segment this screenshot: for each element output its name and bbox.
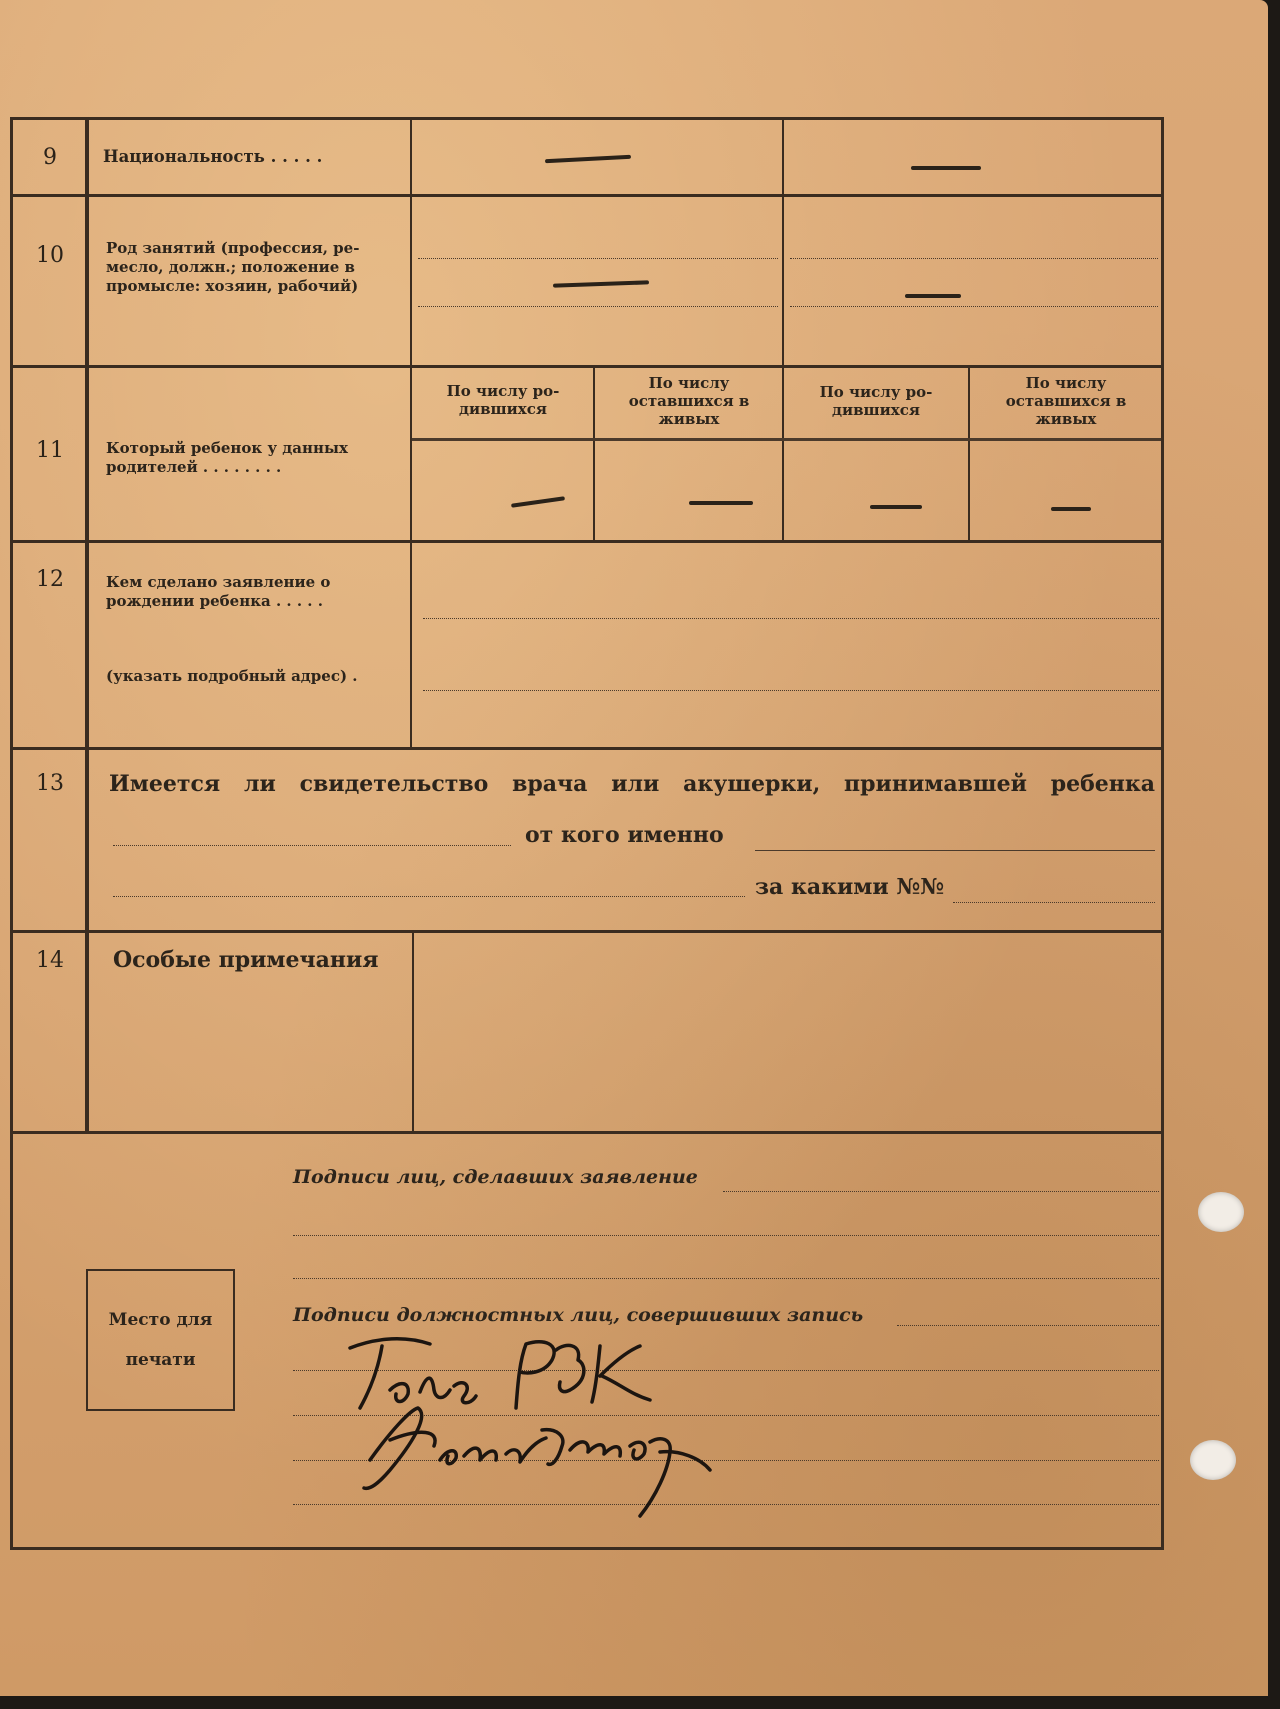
punch-hole bbox=[1190, 1440, 1236, 1480]
empty-value-dash bbox=[545, 155, 631, 163]
nationality-label: Национальность . . . . . bbox=[103, 147, 323, 166]
empty-value-dash bbox=[553, 280, 649, 287]
handwritten-signature bbox=[330, 1320, 730, 1530]
address-label: (указать подробный адрес) . bbox=[106, 667, 358, 685]
child-order-label: Который ребенок у данных родителей . . . . . . . . bbox=[106, 439, 348, 476]
col-head-born-1: По числу ро- дившихся bbox=[446, 382, 560, 418]
empty-value-dash bbox=[905, 294, 961, 298]
empty-value-dash bbox=[911, 166, 981, 170]
col-head-alive-2: По числу оставшихся в живых bbox=[1005, 374, 1127, 428]
stamp-place-label-line2: печати bbox=[125, 1350, 196, 1370]
row-number-12: 12 bbox=[36, 567, 64, 592]
numbers-label: за какими №№ bbox=[755, 874, 945, 900]
empty-value-dash bbox=[1051, 507, 1091, 511]
stamp-place-box bbox=[86, 1269, 235, 1411]
special-notes-label: Особые примечания bbox=[113, 947, 379, 973]
applicants-signature-label: Подписи лиц, сделавших заявление bbox=[293, 1166, 698, 1188]
empty-value-dash bbox=[511, 496, 565, 507]
punch-hole bbox=[1198, 1192, 1244, 1232]
doctor-certificate-question: Имеется ли свидетельство врача или акушерки, принимавшей ребенка bbox=[109, 771, 1155, 797]
stamp-place-label-line1: Место для bbox=[108, 1310, 213, 1330]
row-number-10: 10 bbox=[36, 243, 64, 268]
col-head-born-2: По числу ро- дившихся bbox=[819, 383, 933, 419]
row-number-11: 11 bbox=[36, 438, 64, 463]
row-number-9: 9 bbox=[43, 145, 57, 170]
applicant-label: Кем сделано заявление о рождении ребенка . . . . . bbox=[106, 573, 331, 610]
from-whom-label: от кого именно bbox=[525, 822, 724, 848]
col-head-alive-1: По числу оставшихся в живых bbox=[628, 374, 750, 428]
row-number-14: 14 bbox=[36, 948, 64, 973]
empty-value-dash bbox=[689, 501, 753, 505]
row-number-13: 13 bbox=[36, 771, 64, 796]
officials-signature-label: Подписи должностных лиц, совершивших запись bbox=[293, 1304, 864, 1326]
empty-value-dash bbox=[870, 505, 922, 509]
occupation-label: Род занятий (профессия, ре- месло, должн.; положение в промысле: хозяин, рабочий) bbox=[106, 239, 360, 295]
